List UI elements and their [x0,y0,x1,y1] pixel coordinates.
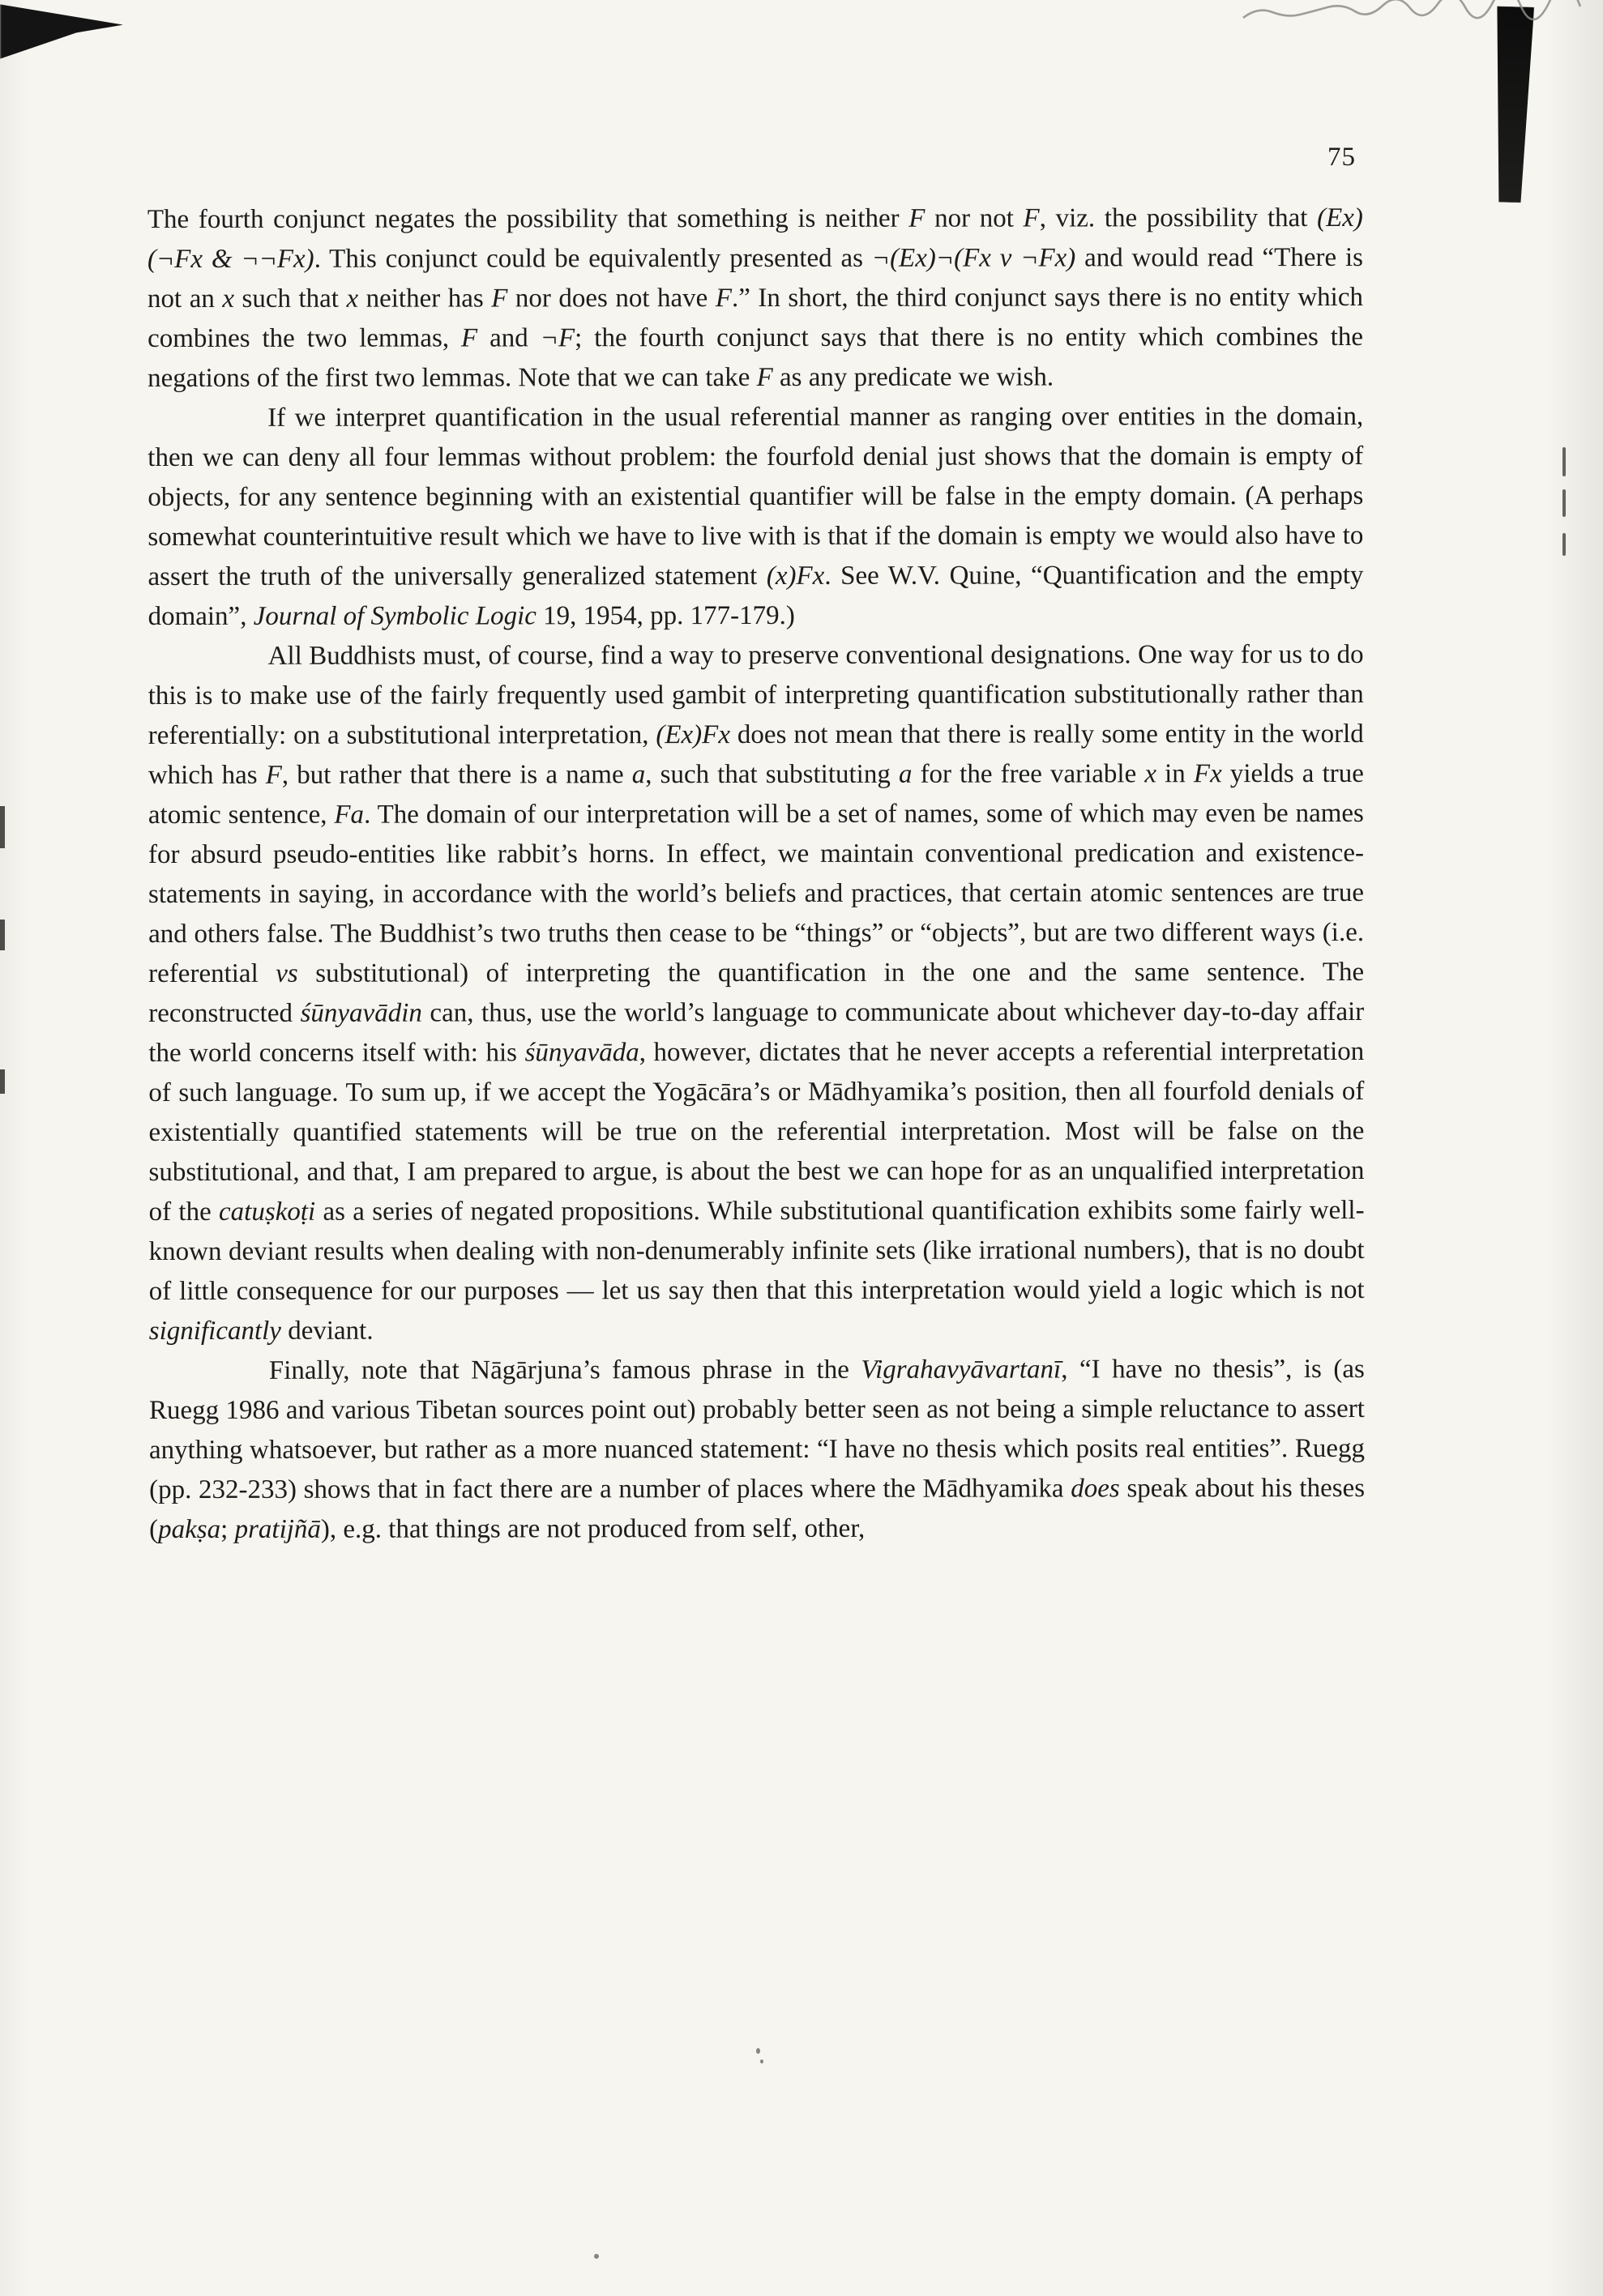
scan-left-edge-mark [0,1069,5,1094]
body-text: .” In short, the third conjunct says there is no entity which combines the two lemmas, [147,282,1364,354]
scan-edge-blob [1487,6,1534,203]
italic-text: F [1023,203,1040,233]
scan-speck [760,2059,763,2063]
scan-margin-tick [1562,533,1566,556]
scan-margin-tick [1562,489,1566,517]
body-text: and [477,323,541,353]
italic-text: F [715,284,733,314]
italic-text: F [265,760,282,790]
body-text: and would read “There is not an [147,242,1363,314]
body-text: nor does not have [507,284,716,314]
body-text: does not mean that there is really some entity in the world which has [147,719,1364,791]
italic-text: x [222,284,235,314]
body-text: , “I have no thesis”, is (as Ruegg 1986 and various Tibetan sources point out) probably better seen as not being a simple reluctance to assert anything whatsoever, but rather as a more nuanced statement: “I have no thesis which posits real entities”. Ruegg (pp. 232-233) shows that in fact there are a number of places where the Mādhyamika [148,1354,1366,1505]
italic-text: pratijñā [234,1514,321,1544]
body-text: ), e.g. that things are not produced from self, other, [320,1513,866,1544]
italic-text: śūnyavādin [300,998,422,1028]
italic-text: pakṣa [158,1514,221,1545]
scan-left-edge-mark [0,920,5,950]
paragraph [149,1350,1365,1550]
italic-text: (x)Fx [766,561,825,591]
italic-text: F [908,203,925,233]
italic-text: ¬(Ex)¬(Fx v ¬Fx) [871,243,1076,273]
body-text: neither has [358,284,492,314]
page-number: 75 [1327,143,1356,172]
body-text: , however, dictates that he never accepts a referential interpretation of such language. To sum up, if we accept the Yogācāra’s or Mādhyamika’s position, then all fourfold denials of existentially quantified statements will be true on the referential interpretation. Most will be false on the substitutional, and that, I am prepared to argue, is about the best we can hope for as an unqualified interpretation of the [148,1036,1365,1227]
italic-text: x [346,284,359,314]
body-text: can, thus, use the world’s language to communicate about whichever day-to-day affair the world concerns itself with: his [148,996,1365,1069]
italic-text: F [491,284,508,314]
body-text: All Buddhists must, of course, find a way to preserve conventional designations. One way for us to do this is to make use of the fairly frequently used gambit of interpreting quantification substitutionally rather than referentially: on a substitutional interpretation, [147,639,1364,751]
body-text: such that [233,284,347,314]
italic-text: significantly [148,1316,281,1346]
body-text: deviant. [280,1316,374,1346]
italic-text: Journal of Symbolic Logic [253,601,536,631]
body-text: in [1156,759,1194,789]
italic-text: śūnyavāda [524,1038,639,1068]
italic-text: a [898,759,913,789]
scan-speck [756,2048,760,2054]
body-text: The fourth conjunct negates the possibility that something is neither [147,203,909,235]
italic-text: Vigrahavyāvartanī [861,1355,1062,1385]
italic-text: catuṣkoṭi [218,1197,316,1227]
body-text: substitutional) of interpreting the quantification in the one and the same sentence. The reconstructed [148,957,1365,1029]
body-text: . This conjunct could be equivalently presented as [314,243,872,274]
body-text: 19, 1954, pp. 177-179.) [536,600,795,631]
italic-text: (Ex)(¬Fx & ¬¬Fx) [147,203,1363,275]
scan-speck [594,2254,599,2259]
body-text: , but rather that there is a name [281,760,632,790]
body-text: as any predicate we wish. [772,362,1054,392]
body-text: , such that substituting [645,759,899,790]
italic-text: F [460,323,478,353]
body-text: If we interpret quantification in the usual referential manner as ranging over entities in the domain, then we can deny all four lemmas without problem: the fourfold denial just shows that the domain is empty of objects, for any sentence beginning with an existential quantifier will be false in the empty domain. (A perhaps somewhat counterintuitive result which we have to live with is that if the domain is empty we would also have to assert the truth of the universally generalized statement [147,401,1364,592]
italic-text: (Ex)Fx [656,720,730,750]
body-text: ; [220,1514,235,1544]
text-block [147,198,1365,1550]
scan-corner-mark [0,3,123,60]
body-text: nor not [925,203,1024,233]
body-text: ; the fourth conjunct says that there is no entity which combines the negations of the first two lemmas. Note that we can take [147,322,1364,394]
italic-text: F [756,362,773,392]
italic-text: Fx [1193,759,1222,789]
italic-text: a [631,760,646,790]
body-text: Finally, note that Nāgārjuna’s famous phrase in the [268,1355,861,1385]
paragraph [147,397,1363,637]
body-text: for the free variable [912,759,1145,789]
body-text: , viz. the possibility that [1039,203,1318,233]
scan-left-edge-mark [0,806,5,848]
scan-margin-tick [1562,447,1566,476]
body-text: . See W.V. Quine, “Quantification and the empty domain”, [147,560,1364,632]
italic-text: Fa [334,800,365,830]
body-text: . The domain of our interpretation will be a set of names, some of which may even be names for absurd pseudo-entities like rabbit’s horns. In effect, we maintain conventional predication and existence-statements in saying, in accordance with the world’s beliefs and practices, that certain atomic sentences are true and others false. The Buddhist’s two truths then cease to be “things” or “objects”, but are two different ways (i.e. referential [147,798,1365,989]
paragraph [148,635,1365,1351]
body-text: as a series of negated propositions. While substitutional quantification exhibits some fairly well-known deviant results when dealing with non-denumerably infinite sets (like irrational numbers), that is no doubt of little consequence for our purposes — let us say then that this interpretation would yield a logic which is not [148,1195,1365,1307]
body-text: yields a true atomic sentence, [147,758,1364,830]
body-text: speak about his theses ( [149,1473,1366,1545]
paragraph [147,198,1363,399]
italic-text: does [1071,1474,1120,1504]
scan-squiggle-mark [1242,0,1598,28]
italic-text: ¬F [540,323,575,353]
italic-text: x [1144,759,1157,789]
italic-text: vs [276,958,298,988]
